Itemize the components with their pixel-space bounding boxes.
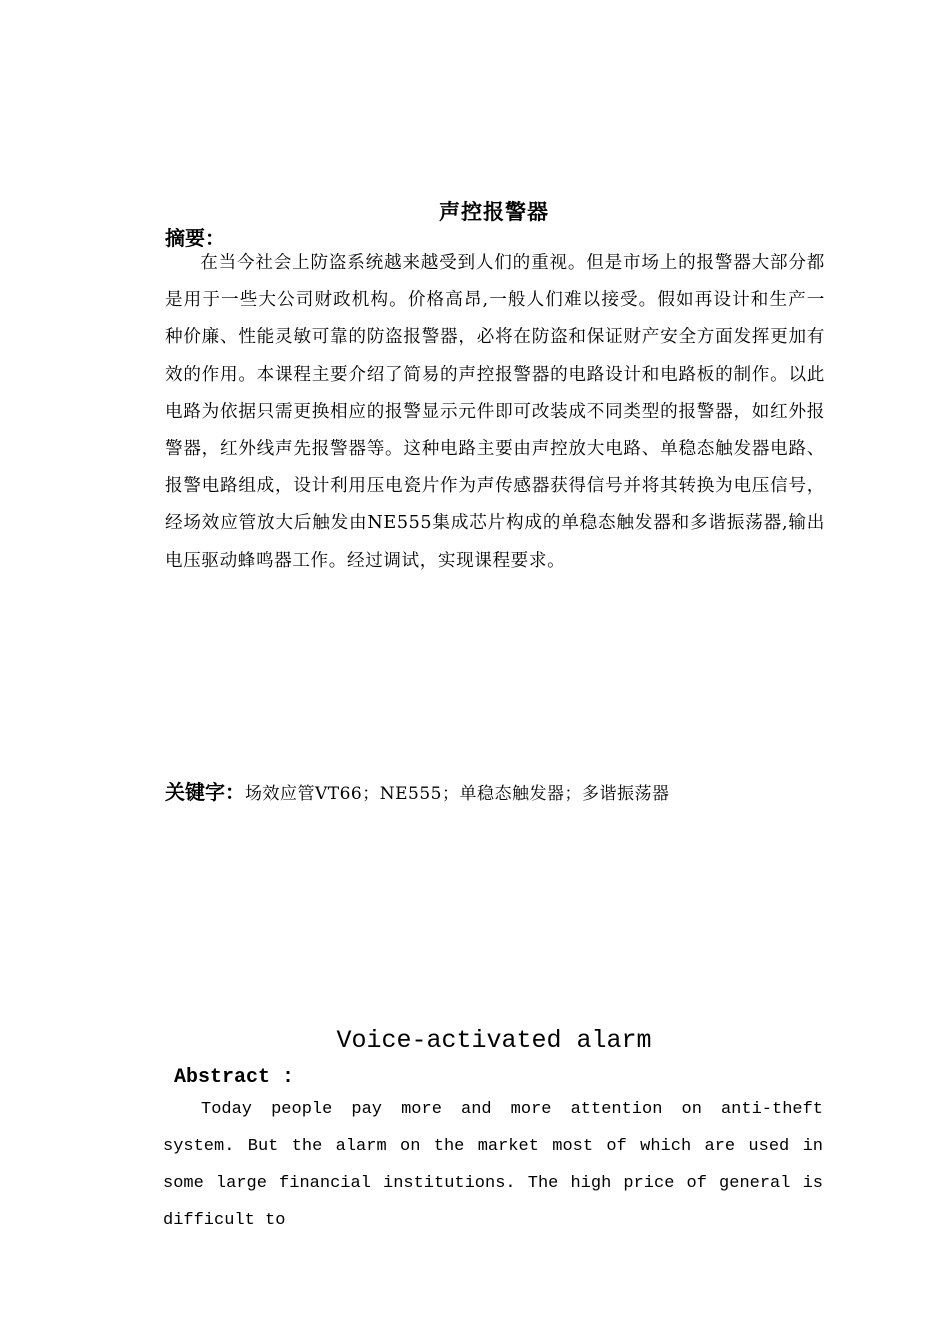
english-title: Voice-activated alarm: [336, 1026, 652, 1055]
english-abstract-body: Today people pay more and more attention on anti-theft system. But the alarm on the market most of which are used in some large financial institutions. The high price of general is difficult to: [163, 1100, 823, 1230]
chinese-abstract-body: 在当今社会上防盗系统越来越受到人们的重视。但是市场上的报警器大部分都是用于一些大公司财政机构。价格高昂,一般人们难以接受。假如再设计和生产一种价廉、性能灵敏可靠的防盗报警器，必将在防盗和保证财产安全方面发挥更加有效的作用。本课程主要介绍了简易的声控报警器的电路设计和电路板的制作。以此电路为依据只需更换相应的报警显示元件即可改装成不同类型的报警器，如红外报警器，红外线声先报警器等。这种电路主要由声控放大电路、单稳态触发器电路、报警电路组成，设计利用压电瓷片作为声传感器获得信号并将其转换为电压信号，经场效应管放大后触发由NE555集成芯片构成的单稳态触发器和多谐振荡器,输出电压驱动蜂鸣器工作。经过调试，实现课程要求。: [165, 253, 825, 571]
chinese-keywords-text: 场效应管VT66；NE555；单稳态触发器；多谐振荡器: [245, 784, 670, 804]
chinese-abstract-label: 摘要：: [165, 226, 225, 250]
chinese-keywords-label: 关键字：: [165, 780, 245, 804]
chinese-keywords: [165, 776, 669, 805]
chinese-title: 声控报警器: [439, 199, 549, 224]
english-abstract-label: Abstract :: [174, 1066, 295, 1089]
